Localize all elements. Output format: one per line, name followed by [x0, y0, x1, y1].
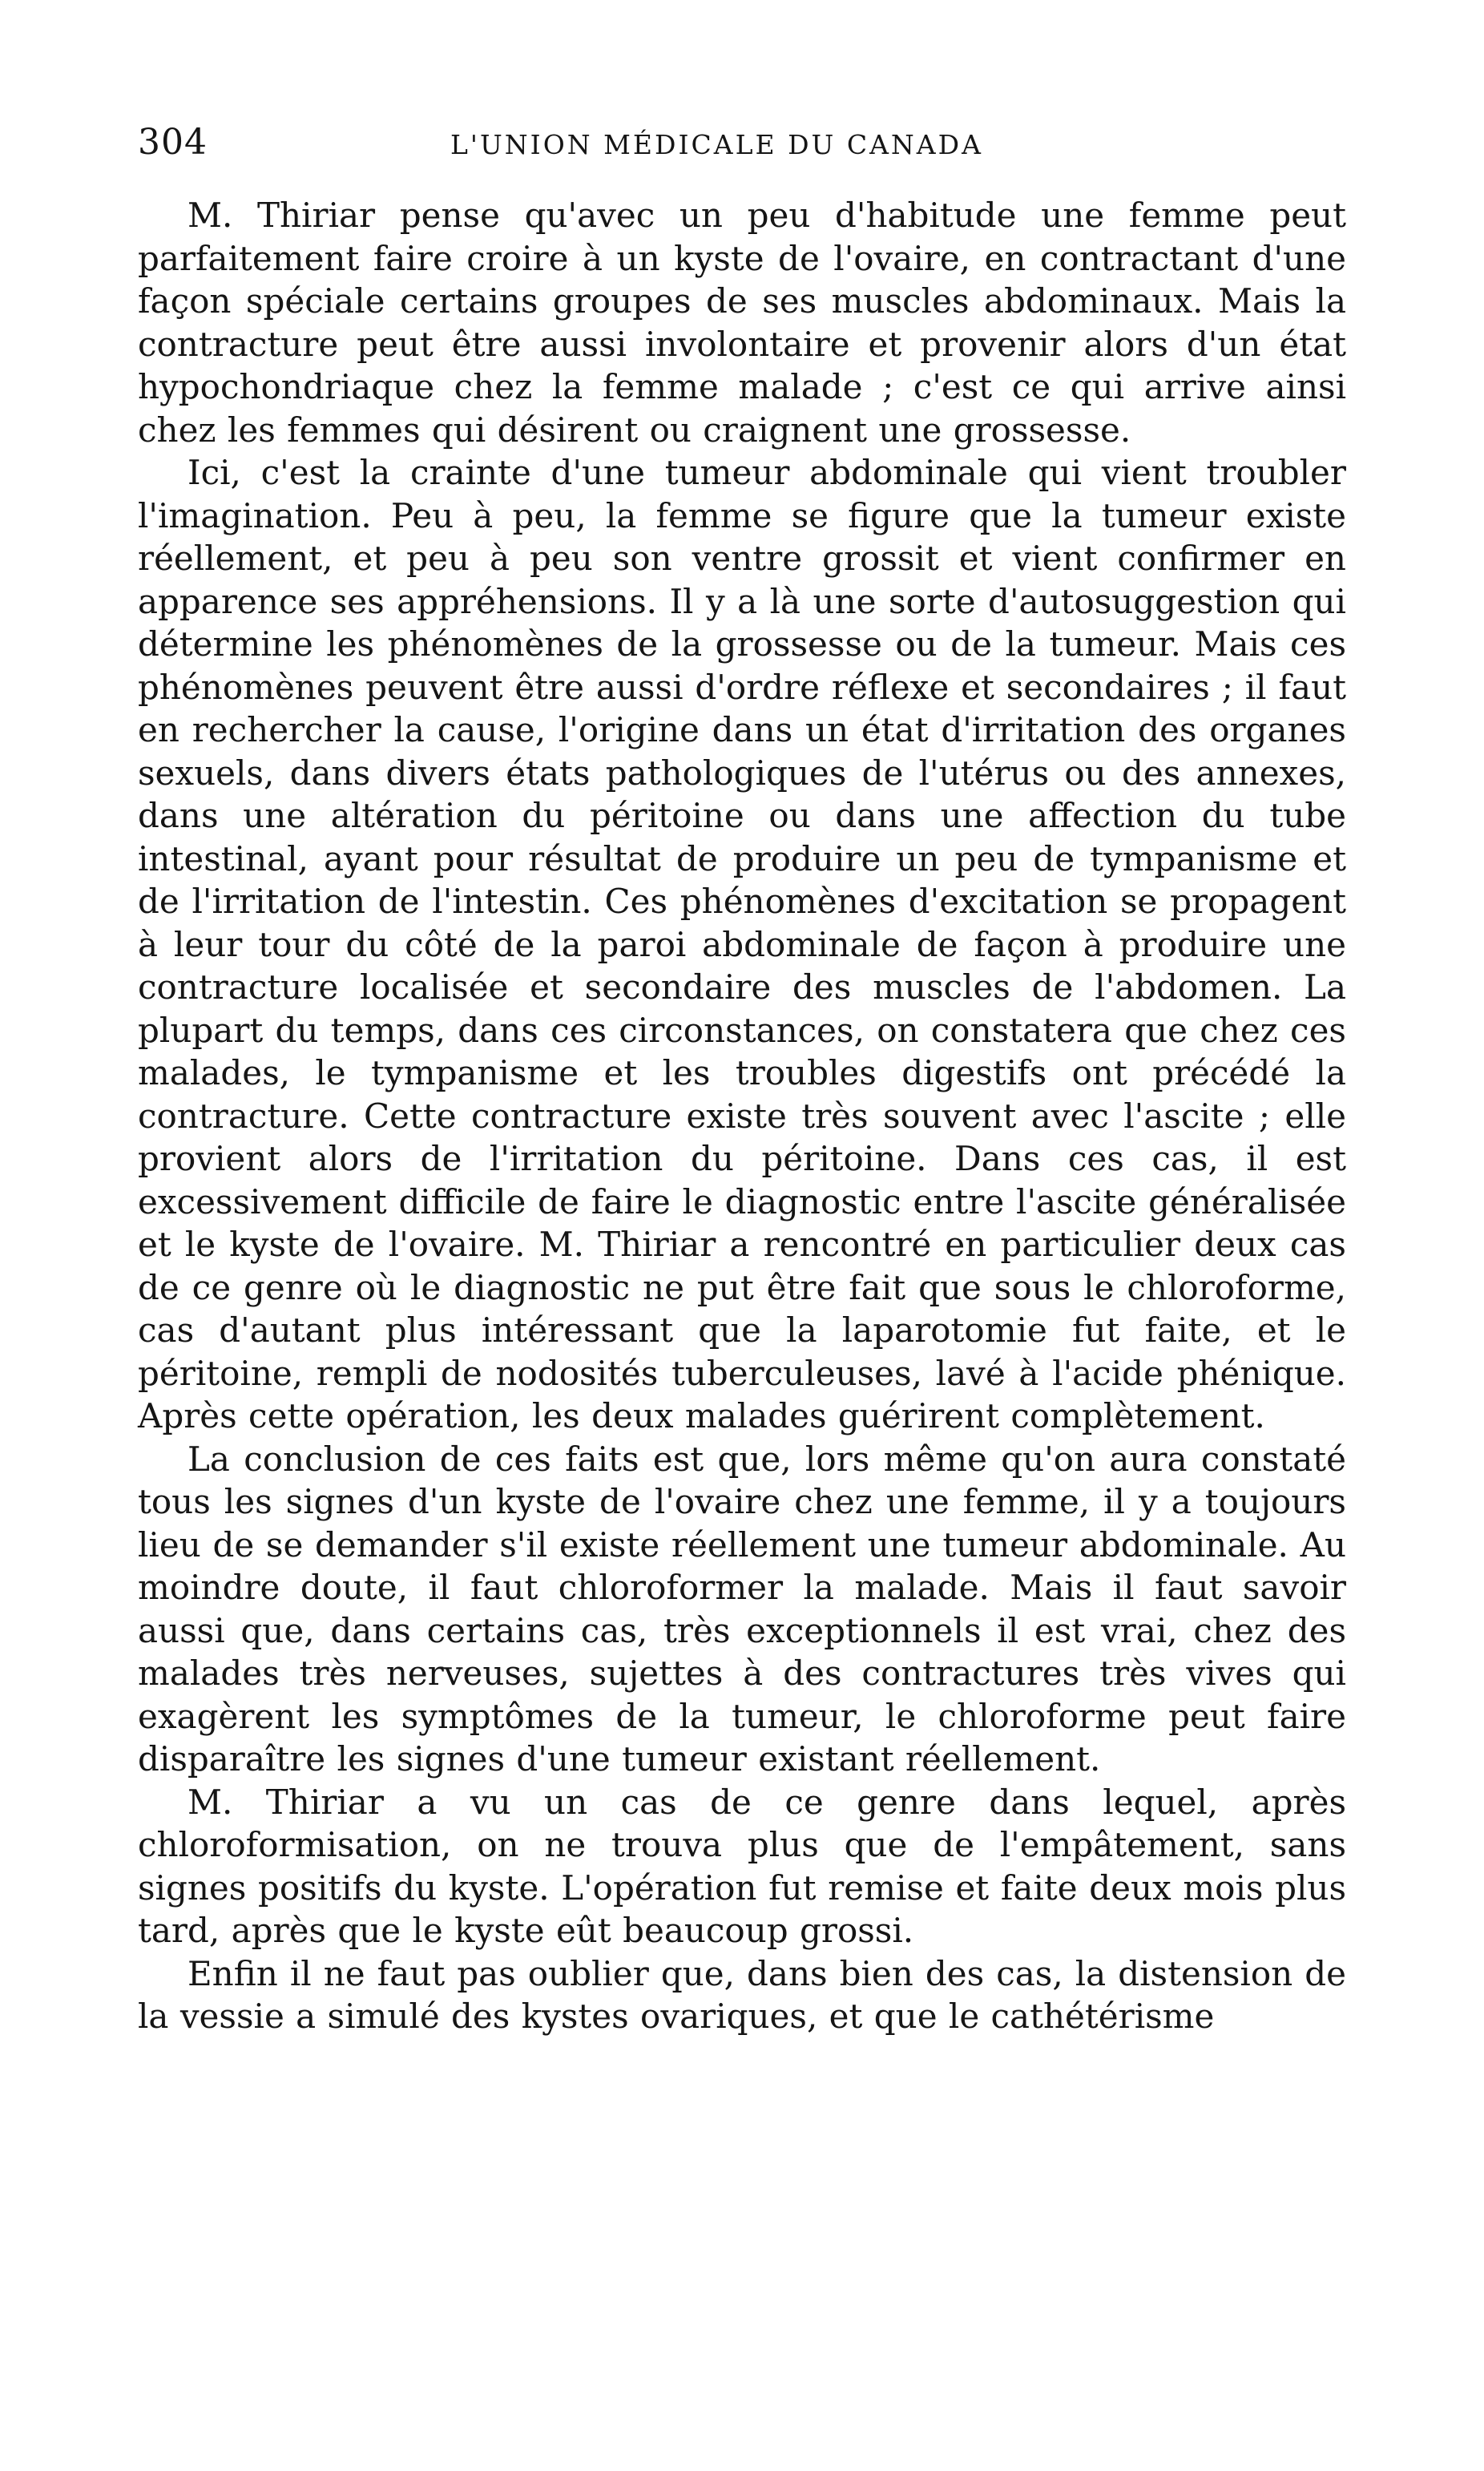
body-text	[138, 194, 1346, 2038]
running-head	[138, 122, 1346, 173]
paragraph-4: M. Thiriar a vu un cas de ce genre dans lequel, après chloroformisation, on ne trouva plus que de l'empâtement, sans signes positifs du kyste. L'opération fut remise et faite deux mois plus tard, après que le kyste eût beaucoup grossi.	[138, 1782, 1346, 1950]
page-number: 304	[138, 122, 208, 163]
paragraph-5: Enfin il ne faut pas oublier que, dans bien des cas, la distension de la vessie a simulé des kystes ovariques, et que le cathétérisme	[138, 1953, 1346, 2036]
journal-title: L'UNION MÉDICALE DU CANADA	[450, 129, 983, 160]
paragraph-2: Ici, c'est la crainte d'une tumeur abdominale qui vient troubler l'imagination. Peu à peu, la femme se figure que la tumeur existe réellement, et peu à peu son ventre grossit et vient confirmer en apparence ses appréhensions. Il y a là une sorte d'autosuggestion qui détermine les phénomènes de la grossesse ou de la tumeur. Mais ces phénomènes peuvent être aussi d'ordre réflexe et secondaires ; il faut en rechercher la cause, l'origine dans un état d'irritation des organes sexuels, dans divers états pathologiques de l'utérus ou des annexes, dans une altération du péritoine ou dans une affection du tube intestinal, ayant pour résultat de produire un peu de tympanisme et de l'irritation de l'intestin. Ces phénomènes d'excitation se propagent à leur tour du côté de la paroi abdominale de façon à produire une contracture localisée et secondaire des muscles de l'abdomen. La plupart du temps, dans ces circonstances, on constatera que chez ces malades, le tympanisme et les troubles digestifs ont précédé la contracture. Cette contracture existe très souvent avec l'ascite ; elle provient alors de l'irritation du péritoine. Dans ces cas, il est excessivement difficile de faire le diagnostic entre l'ascite généralisée et le kyste de l'ovaire. M. Thiriar a rencontré en particulier deux cas de ce genre où le diagnostic ne put être fait que sous le chloroforme, cas d'autant plus intéressant que la laparotomie fut faite, et le péritoine, rempli de nodosités tuberculeuses, lavé à l'acide phénique. Après cette opération, les deux malades guérirent complètement.	[138, 453, 1346, 1435]
paragraph-3: La conclusion de ces faits est que, lors même qu'on aura constaté tous les signes d'un kyste de l'ovaire chez une femme, il y a toujours lieu de se demander s'il existe réellement une tumeur abdominale. Au moindre doute, il faut chloroformer la malade. Mais il faut savoir aussi que, dans certains cas, très exceptionnels il est vrai, chez des malades très nerveuses, sujettes à des contractures très vives qui exagèrent les symptômes de la tumeur, le chloroforme peut faire disparaître les signes d'une tumeur existant réellement.	[138, 1439, 1346, 1779]
paragraph-1: M. Thiriar pense qu'avec un peu d'habitude une femme peut parfaitement faire croire à un kyste de l'ovaire, en contractant d'une façon spéciale certains groupes de ses muscles abdominaux. Mais la contracture peut être aussi involontaire et provenir alors d'un état hypochondriaque chez la femme malade ; c'est ce qui arrive ainsi chez les femmes qui désirent ou craignent une grossesse.	[138, 196, 1346, 450]
